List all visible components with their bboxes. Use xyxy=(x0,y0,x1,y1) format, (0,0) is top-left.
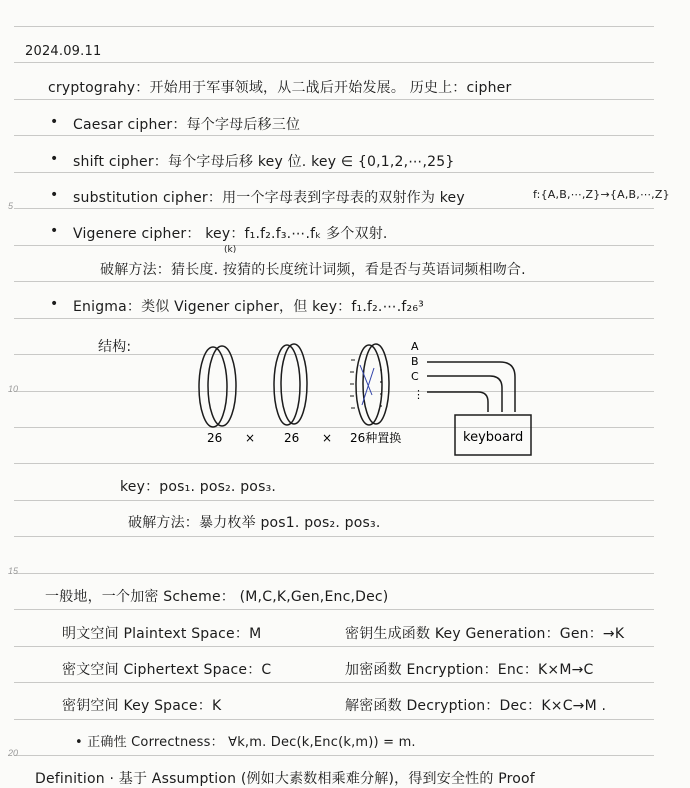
rotor-3 xyxy=(350,344,389,425)
intro-line: cryptograhy：开始用于军事领域，从二战后开始发展。 历史上：cipher xyxy=(48,80,512,96)
letter-label: ⋮ xyxy=(413,388,424,401)
times-sign: × xyxy=(322,431,333,445)
line-number: 10 xyxy=(8,384,19,394)
bullet: • xyxy=(50,114,59,130)
shift-cipher: shift cipher：每个字母后移 key 位. key ∈ {0,1,2,⋯,25} xyxy=(73,154,455,170)
correctness: • 正确性 Correctness： ∀k,m. Dec(k,Enc(k,m)) = m. xyxy=(75,735,416,750)
letter-label: B xyxy=(411,355,419,368)
definition-line: Definition · 基于 Assumption (例如大素数相乘难分解)，得到安全性的 Proof xyxy=(35,771,535,787)
enigma-key: key：pos₁. pos₂. pos₃. xyxy=(120,479,277,495)
plaintext-space: 明文空间 Plaintext Space：M xyxy=(62,626,262,642)
factor-label: 26 xyxy=(284,431,300,445)
ciphertext-space: 密文空间 Ciphertext Space：C xyxy=(62,662,272,678)
key-generation: 密钥生成函数 Key Generation：Gen：→K xyxy=(345,626,625,642)
wires xyxy=(427,362,515,412)
letter-label: A xyxy=(411,340,419,353)
letter-label: C xyxy=(411,370,419,383)
scheme-title: 一般地，一个加密 Scheme： (M,C,K,Gen,Enc,Dec) xyxy=(45,589,389,605)
structure-label: 结构: xyxy=(98,339,132,355)
bullet: • xyxy=(50,187,59,203)
line-number: 20 xyxy=(8,748,19,758)
encryption: 加密函数 Encryption：Enc：K×M→C xyxy=(345,662,594,678)
rotor-1 xyxy=(199,346,236,427)
enigma-attack: 破解方法：暴力枚举 pos1. pos₂. pos₃. xyxy=(128,515,381,531)
vigenere-cipher: Vigenere cipher： key：f₁.f₂.f₃.⋯.fₖ 多个双射. xyxy=(73,226,388,242)
substitution-cipher: substitution cipher：用一个字母表到字母表的双射作为 key xyxy=(73,190,465,206)
enigma-line: Enigma：类似 Vigener cipher，但 key：f₁.f₂.⋯.f₂₆³ xyxy=(73,299,424,315)
line-number: 15 xyxy=(8,566,19,576)
caesar-cipher: Caesar cipher：每个字母后移三位 xyxy=(73,117,301,133)
key-space: 密钥空间 Key Space：K xyxy=(62,698,222,714)
keyboard-label: keyboard xyxy=(463,430,524,445)
line-number: 5 xyxy=(8,201,14,211)
vigenere-attack: 破解方法：猜长度. 按猜的长度统计词频，看是否与英语词频相吻合. xyxy=(100,262,526,278)
bullet: • xyxy=(50,296,59,312)
factor-label: 26种置换 xyxy=(350,431,402,445)
decryption: 解密函数 Decryption：Dec：K×C→M . xyxy=(345,698,607,714)
vigenere-k-note: (k) xyxy=(224,245,237,255)
bullet: • xyxy=(50,151,59,167)
times-sign: × xyxy=(245,431,256,445)
rotor-2 xyxy=(274,344,307,425)
bullet: • xyxy=(50,223,59,239)
substitution-mapping: f:{A,B,⋯,Z}→{A,B,⋯,Z} xyxy=(533,188,670,201)
note-date: 2024.09.11 xyxy=(25,44,102,59)
factor-label: 26 xyxy=(207,431,223,445)
